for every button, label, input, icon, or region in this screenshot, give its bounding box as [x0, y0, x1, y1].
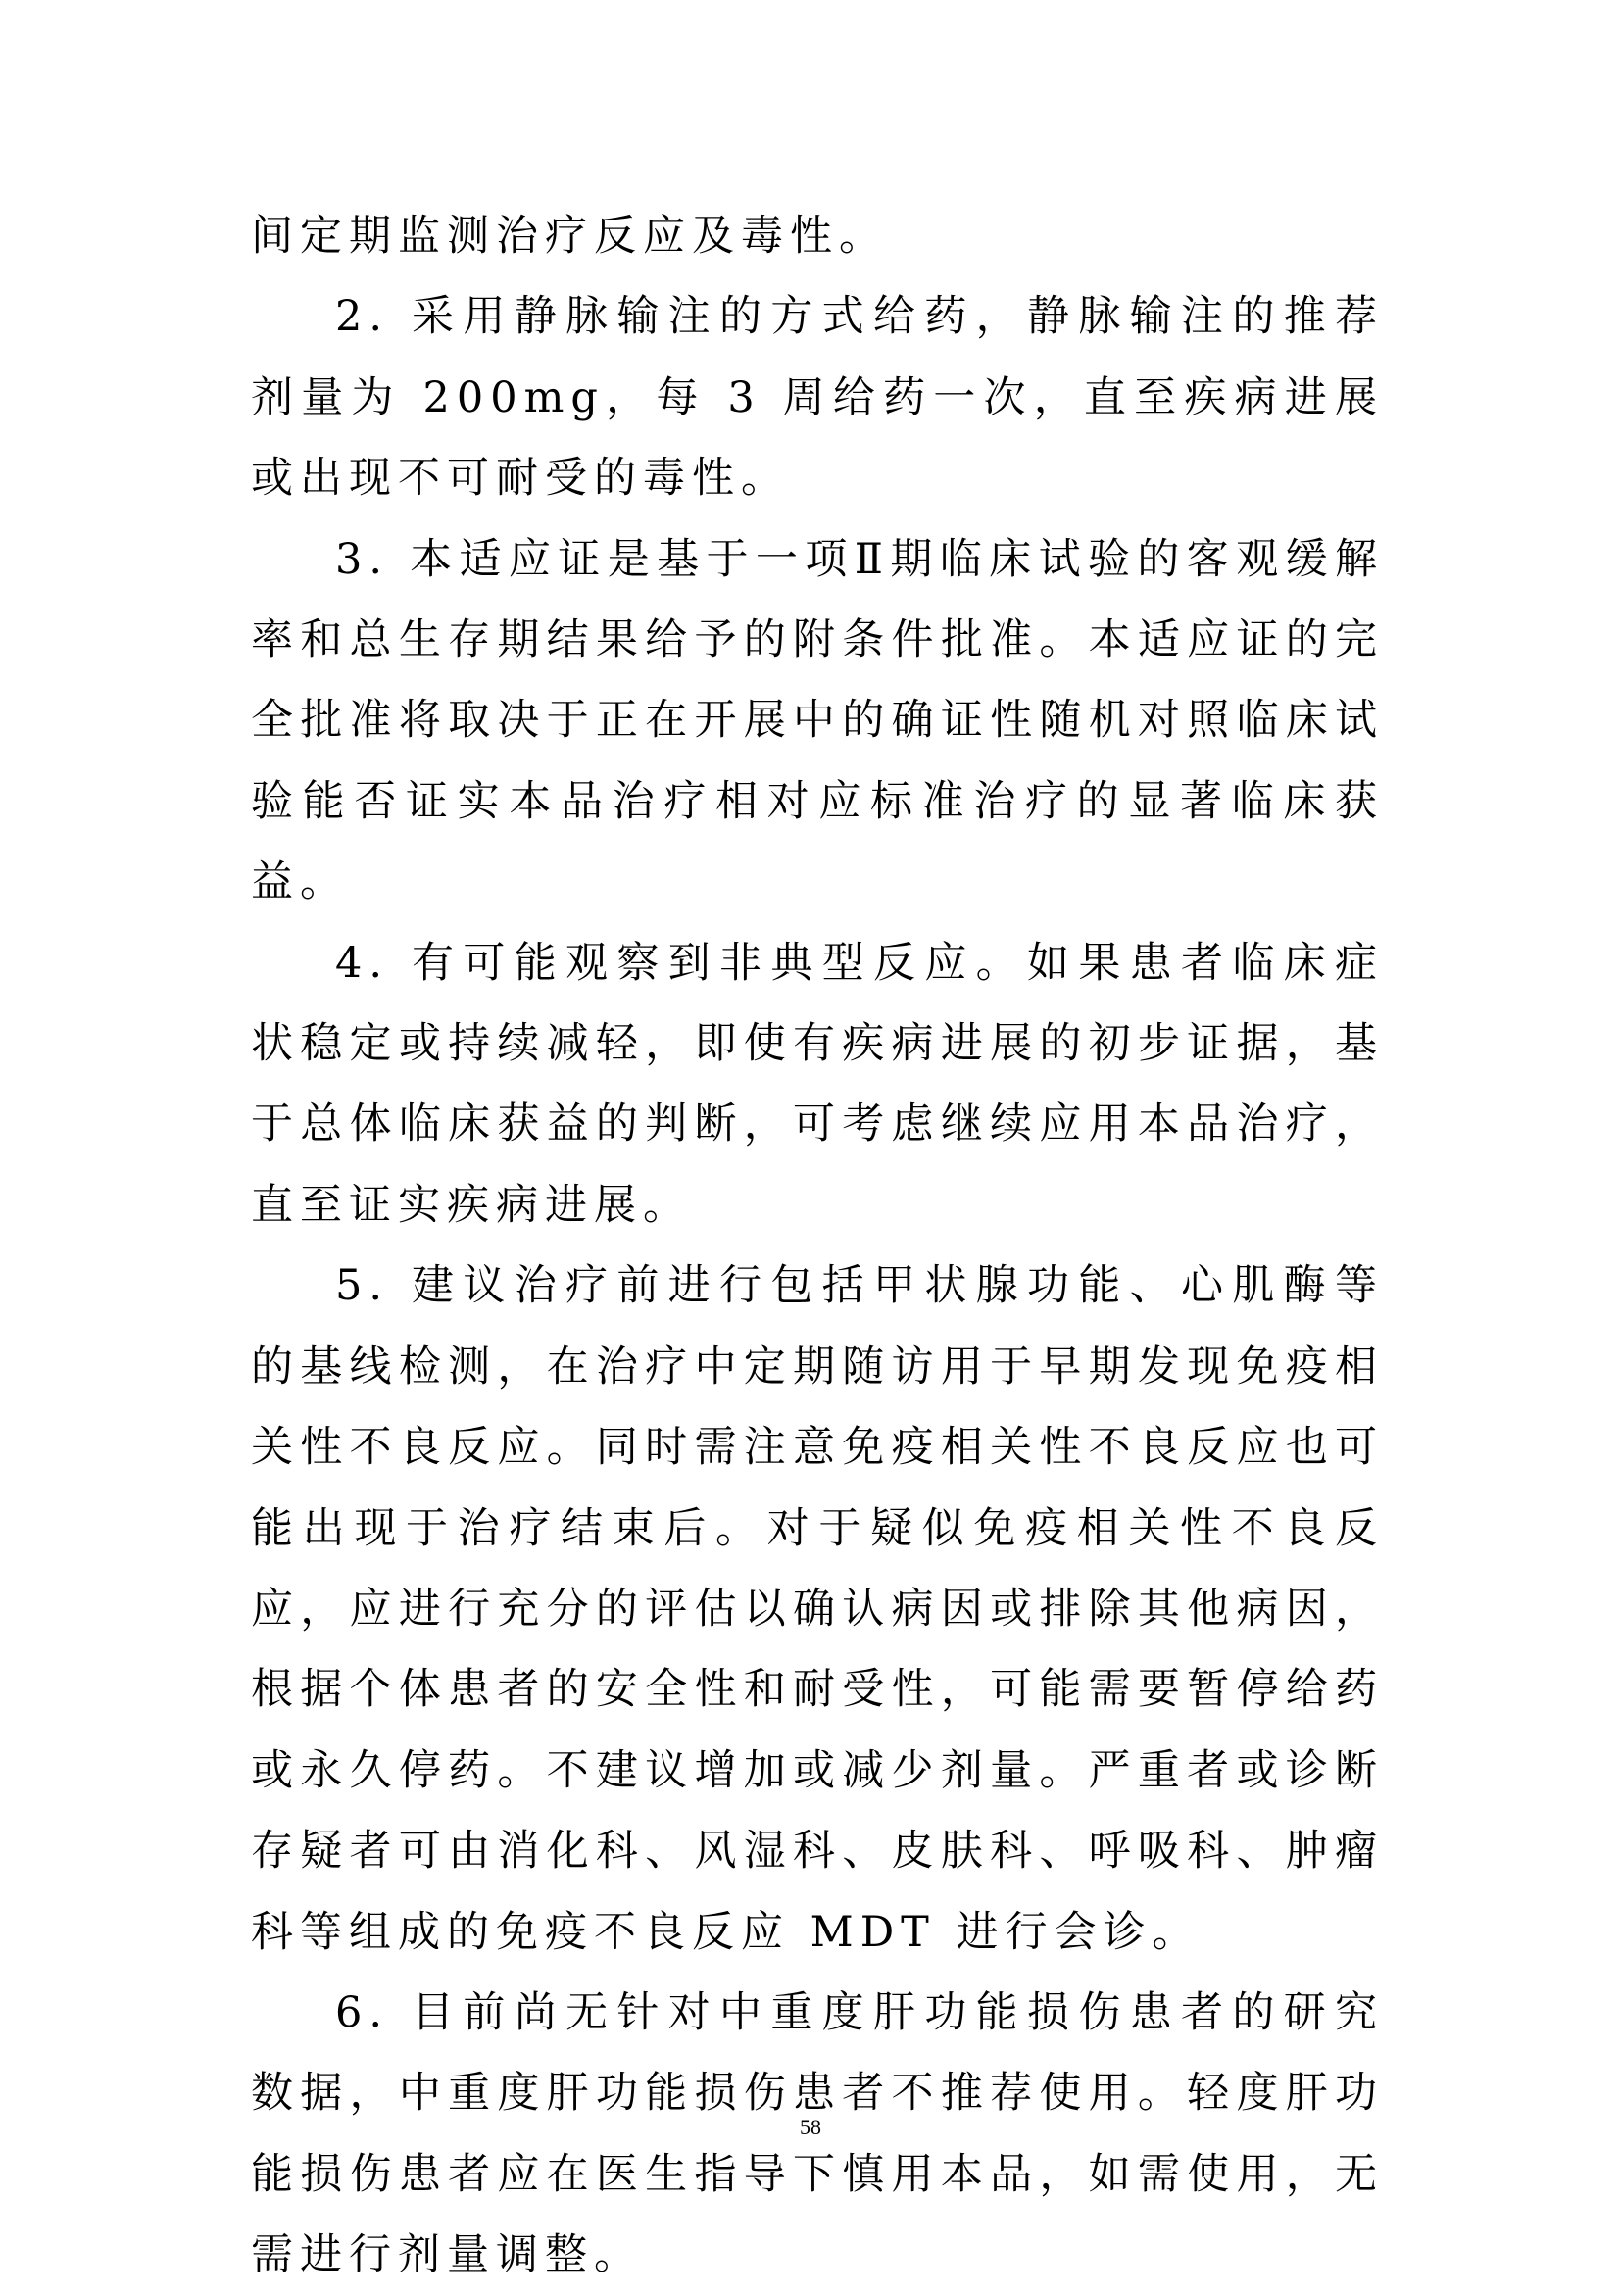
paragraph-item-6: 6. 目前尚无针对中重度肝功能损伤患者的研究数据，中重度肝功能损伤患者不推荐使用。轻度肝功能损伤患者应在医生指导下慎用本品，如需使用，无需进行剂量调整。: [251, 1987, 1384, 2280]
body-text: [251, 196, 1384, 2296]
page-number: 58: [800, 2115, 821, 2139]
paragraph-item-5: 5. 建议治疗前进行包括甲状腺功能、心肌酶等的基线检测，在治疗中定期随访用于早期发现免疫相关性不良反应。同时需注意免疫相关性不良反应也可能出现于治疗结束后。对于疑似免疫相关性不良反应，应进行充分的评估以确认病因或排除其他病因，根据个体患者的安全性和耐受性，可能需要暂停给药或永久停药。不建议增加或减少剂量。严重者或诊断存疑者可由消化科、风湿科、皮肤科、呼吸科、肿瘤科等组成的免疫不良反应 MDT 进行会诊。: [251, 1261, 1384, 1957]
paragraph-item-4: 4. 有可能观察到非典型反应。如果患者临床症状稳定或持续减轻，即使有疾病进展的初步证据，基于总体临床获益的判断，可考虑继续应用本品治疗，直至证实疾病进展。: [251, 938, 1384, 1230]
paragraph-item-3: 3. 本适应证是基于一项Ⅱ期临床试验的客观缓解率和总生存期结果给予的附条件批准。本适应证的完全批准将取决于正在开展中的确证性随机对照临床试验能否证实本品治疗相对应标准治疗的显著临床获益。: [251, 534, 1384, 907]
paragraph-item-2: 2. 采用静脉输注的方式给药，静脉输注的推荐剂量为 200mg，每 3 周给药一次，直至疾病进展或出现不可耐受的毒性。: [251, 292, 1384, 504]
paragraph-continuation: 间定期监测治疗反应及毒性。: [251, 212, 888, 261]
